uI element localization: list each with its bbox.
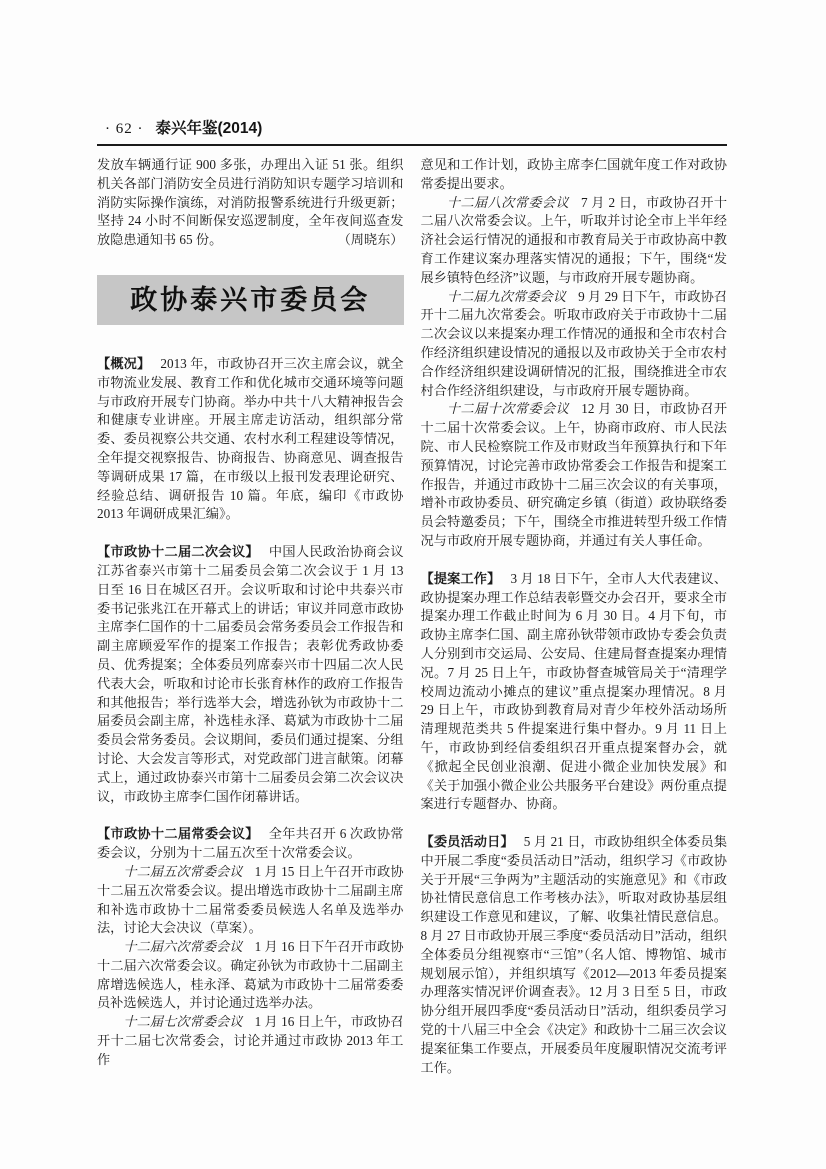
entry-label: 【提案工作】 — [420, 570, 501, 586]
subentry-title: 十二届七次常委会议 — [123, 1014, 243, 1030]
column-left — [97, 156, 404, 1077]
subentry-9th-standing-meeting — [421, 288, 728, 401]
entry-text: 5 月 21 日，市政协组织全体委员集中开展二季度“委员活动日”活动，组织学习《市政协关于开展“三争两为”主题活动的实施意见》和《市政协社情民意信息工作考核办法》，听取对政协基层组织建设工作意见和建议，了解、收集社情民意信息。8 月 27 日市政协开展三季度“委员活动日”活动，组织全体委员分组视察市“三馆”（名人馆、博物馆、城市规划展示馆），并组织填写《2012—2013 年委员提案办理落实情况评价调查表》。12 月 3 日至 5 日，市政协分组开展四季度“委员活动日”活动，组织委员学习党的十八届三中全会《决定》和政协十二届三次会议提案征集工作要点，开展委员年度履职情况交流考评工作。 — [420, 834, 728, 1075]
entry-label: 【市政协十二届常委会议】 — [97, 826, 259, 842]
entry-text: 2013 年，市政协召开三次主席会议，就全市物流业发展、教育工作和优化城市交通环境等问题与市政府开展专门协商。举办中共十八大精神报告会和健康专业讲座。开展主席走访活动，组织部分常委、委员视察公共交通、农村水利工程建设等情况，全年提交视察报告、协商报告、协商意见、调查报告等调研成果 17 篇，在市级以上报刊发表理论研究、经验总结、调研报告 10 篇。年底，编印《市政协 2013 年调研成果汇编》。 — [97, 355, 404, 522]
entry-label: 【委员活动日】 — [420, 834, 514, 850]
subentry-title: 十二届八次常委会议 — [446, 194, 570, 210]
subentry-5th-standing-meeting — [97, 863, 404, 938]
subentry-8th-standing-meeting — [421, 194, 728, 288]
subentry-title: 十二届十次常委会议 — [446, 401, 570, 417]
page-header — [105, 116, 727, 138]
entry-overview — [97, 355, 404, 524]
subentry-7th-standing-meeting — [97, 1013, 404, 1069]
paragraph-continued-from-previous-page — [97, 156, 404, 250]
entry-text: 3 月 18 日下午，全市人大代表建议、政协提案办理工作总结表彰暨交办会召开，要求全市提案办理工作截止时间为 6 月 30 日。4 月下旬，市政协主席李仁国、副主席孙钬带领市政协专委会负责人分别到市交运局、公安局、住建局督查提案办理情况。7 月 25 日上午，市政协督查城管局关于“清理学校周边流动小摊点的建议”重点提案办理情况。8 月 29 日上午，市政协到教育局对青少年校外活动场所清理规范类共 5 件提案进行集中督办。9 月 11 日上午，市政协到经信委组织召开重点提案督办会，就《掀起全民创业浪潮、促进小微企业加快发展》和《关于加强小微企业公共服务平台建设》两份重点提案进行专题督办、协商。 — [420, 570, 728, 812]
paragraph-text: 发放车辆通行证 900 多张，办理出入证 51 张。组织机关各部门消防安全员进行消防知识专题学习培训和消防实际操作演练，对消防报警系统进行升级更新；坚持 24 小时不间断保安巡逻制度，全年夜间巡查发放隐患通知书 65 份。 — [97, 157, 404, 248]
header-rule — [97, 144, 727, 146]
subentry-title: 十二届六次常委会议 — [123, 939, 243, 955]
section-banner — [97, 275, 404, 325]
entry-member-activity-day — [421, 833, 728, 1077]
subentry-title: 十二届五次常委会议 — [123, 863, 243, 879]
section-banner-title: 政协泰兴市委员会 — [130, 284, 371, 315]
author-byline: （周晓东） — [337, 232, 404, 248]
entry-proposal-work — [421, 570, 728, 814]
entry-text: 中国人民政治协商会议江苏省泰兴市第十二届委员会第二次会议于 1 月 13 日至 16 日在城区召开。会议听取和讨论中共泰兴市委书记张兆江在开幕式上的讲话；审议并同意市政协主席李仁国作的十二届委员会常务委员会工作报告和副主席顾爱军作的提案工作报告；表彰优秀政协委员、优秀提案；全体委员列席泰兴市十四届二次人民代表大会，听取和讨论市长张育林作的政府工作报告和其他报告；举行选举大会，增选孙钬为市政协十二届委员会副主席，补选桂永泽、葛斌为市政协十二届委员会常务委员。会议期间，委员们通过提案、分组讨论、大会发言等形式，对党政部门进言献策。闭幕式上，通过政协泰兴市第十二届委员会第二次会议决议，市政协主席李仁国作闭幕讲话。 — [97, 544, 404, 804]
entry-standing-committee-meetings — [97, 825, 404, 863]
entry-text: 全年共召开 6 次政协常委会议，分别为十二届五次至十次常委会议。 — [97, 826, 404, 861]
subentry-text: 1 月 16 日下午召开市政协十二届六次常委会议。确定孙钬为市政协十二届副主席增选候选人，桂永泽、葛斌为市政协十二届常委委员补选候选人，并讨论通过选举办法。 — [97, 939, 404, 1011]
entry-label: 【概况】 — [97, 355, 151, 371]
subentry-text: 9 月 29 日下午，市政协召开十二届九次常委会。听取市政府关于市政协十二届二次会议以来提案办理工作情况的通报和全市农村合作经济组织建设情况的通报以及市政协关于全市农村合作经济组织建设调研情况的汇报，围绕推进全市农村合作经济组织建设，与市政府开展专题协商。 — [420, 288, 728, 398]
two-column-layout — [97, 156, 727, 1077]
subentry-text: 12 月 30 日，市政协召开十二届十次常委会议。上午，协商市政府、市人民法院、市人民检察院工作及市财政当年预算执行和下年预算情况，讨论完善市政协常委会工作报告和提案工作报告，并通过市政协十二届三次会议的有关事项，增补市政协委员、研究确定乡镇（街道）政协联络委员会特邀委员；下午，围绕全市推进转型升级工作情况与市政府开展专题协商，并通过有关人事任命。 — [420, 401, 728, 548]
subentry-text: 7 月 2 日，市政协召开十二届八次常委会议。上午，听取并讨论全市上半年经济社会运行情况的通报和市教育局关于市政协高中教育工作建议案办理落实情况的通报；下午，围绕“发展乡镇特色经济”议题，与市政府开展专题协商。 — [420, 194, 728, 285]
paragraph-continued-from-left-column — [421, 156, 728, 194]
subentry-text: 1 月 16 日上午，市政协召开十二届七次常委会，讨论并通过市政协 2013 年工作 — [97, 1014, 404, 1067]
column-right — [421, 156, 728, 1077]
subentry-text: 1 月 15 日上午召开市政协十二届五次常委会议。提出增选市政协十二届副主席和补选市政协十二届常委委员候选人名单及选举办法，讨论大会决议（草案）。 — [97, 863, 404, 936]
page-number-label: · 62 · — [105, 121, 144, 137]
subentry-title: 十二届九次常委会议 — [446, 288, 567, 304]
book-title: 泰兴年鉴(2014) — [155, 120, 263, 137]
entry-cppcc-12th-2nd-session — [97, 543, 404, 806]
entry-label: 【市政协十二届二次会议】 — [97, 544, 259, 560]
subentry-6th-standing-meeting — [97, 938, 404, 1013]
paragraph-text: 意见和工作计划，政协主席李仁国就年度工作对政协常委提出要求。 — [420, 157, 727, 191]
subentry-10th-standing-meeting — [421, 400, 728, 550]
